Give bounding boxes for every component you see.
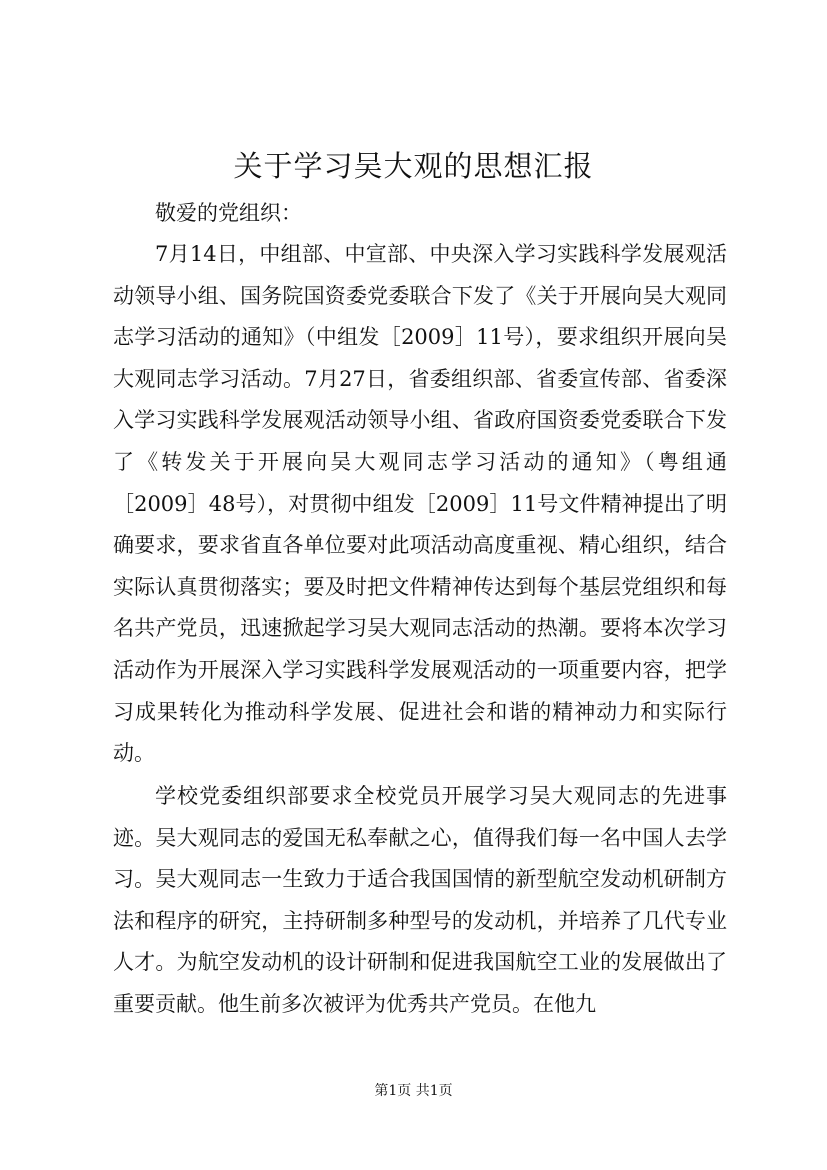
paragraph-1: 7月14日，中组部、中宣部、中央深入学习实践科学发展观活动领导小组、国务院国资委党委联合下发了《关于开展向吴大观同志学习活动的通知》（中组发［2009］11号），要求组织开展向吴大观同志学习活动。7月27日，省委组织部、省委宣传部、省委深入学习实践科学发展观活动领导小组、省政府国资委党委联合下发了《转发关于开展向吴大观同志学习活动的通知》（粤组通［2009］48号），对贯彻中组发［2009］11号文件精神提出了明确要求，要求省直各单位要对此项活动高度重视、精心组织，结合实际认真贯彻落实；要及时把文件精神传达到每个基层党组织和每名共产党员，迅速掀起学习吴大观同志活动的热潮。要将本次学习活动作为开展深入学习实践科学发展观活动的一项重要内容，把学习成果转化为推动科学发展、促进社会和谐的精神动力和实际行动。 [113,242,727,766]
document-title: 关于学习吴大观的思想汇报 [233,149,594,183]
page-footer: 第1页 共1页 [374,1083,453,1099]
paragraph-2: 学校党委组织部要求全校党员开展学习吴大观同志的先进事迹。吴大观同志的爱国无私奉献之心，值得我们每一名中国人去学习。吴大观同志一生致力于适合我国国情的新型航空发动机研制方法和程序的研究，主持研制多种型号的发动机，并培养了几代专业人才。为航空发动机的设计研制和促进我国航空工业的发展做出了重要贡献。他生前多次被评为优秀共产党员。在他九 [113,784,727,1016]
salutation: 敬爱的党组织： [155,201,302,225]
